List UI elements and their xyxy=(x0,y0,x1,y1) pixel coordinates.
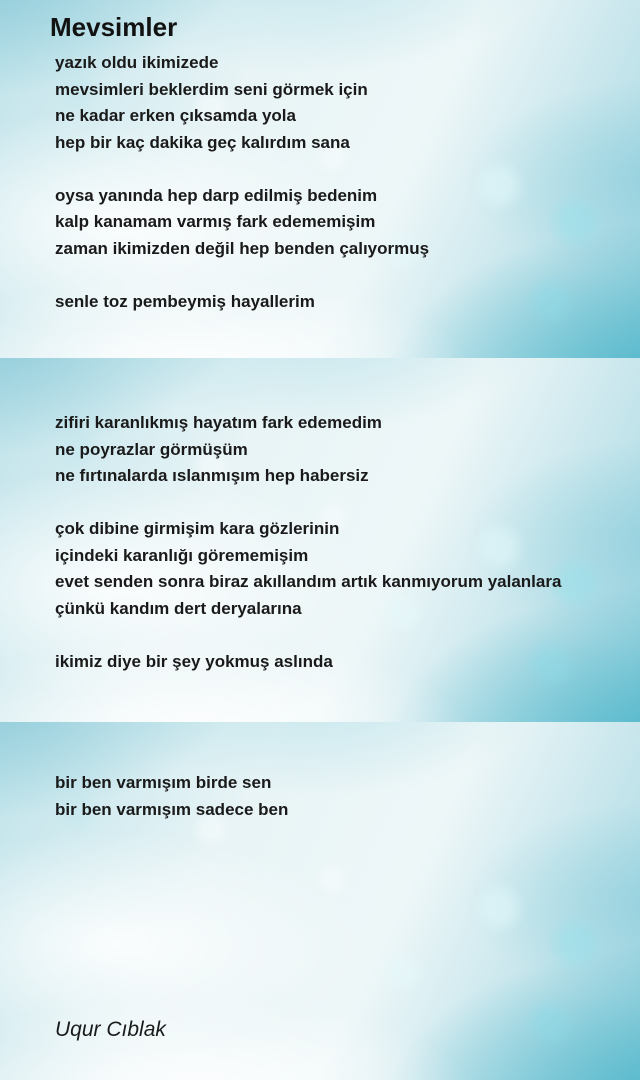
poem-title: Mevsimler xyxy=(50,12,178,42)
poem-section xyxy=(55,410,630,675)
poem-line: mevsimleri beklerdim seni görmek için xyxy=(55,79,368,99)
poem-line-blank xyxy=(55,262,630,289)
poem-line: bir ben varmışım birde sen xyxy=(55,773,272,792)
poem-line: içindeki karanlığı görememişim xyxy=(55,545,309,565)
poem-section xyxy=(55,50,630,315)
poem-line: oysa yanında hep darp edilmiş bedenim xyxy=(55,185,378,205)
poem-line: evet senden sonra biraz akıllandım artık kanmıyorum yalanlara xyxy=(55,572,562,591)
poem-line: ne fırtınalarda ıslanmışım hep habersiz xyxy=(55,466,369,485)
poem-line: zaman ikimizden değil hep benden çalıyormuş xyxy=(55,238,430,258)
poem-line-blank xyxy=(55,622,630,649)
poem-line: hep bir kaç dakika geç kalırdım sana xyxy=(55,132,350,152)
poem-line: çünkü kandım dert deryalarına xyxy=(55,598,302,618)
poem-line: ne poyrazlar görmüşüm xyxy=(55,439,248,459)
poem-line-blank xyxy=(55,156,630,183)
poem-line: yazık oldu ikimizede xyxy=(55,53,219,72)
poem-line: kalp kanamam varmış fark edememişim xyxy=(55,212,376,231)
poem-line: ne kadar erken çıksamda yola xyxy=(55,106,296,125)
poem-line: bir ben varmışım sadece ben xyxy=(55,799,289,819)
poem-line-blank xyxy=(55,490,630,517)
poem-line: zifiri karanlıkmış hayatım fark edemedim xyxy=(55,413,382,432)
poem-author: Uqur Cıblak xyxy=(55,1018,166,1041)
poem-line: çok dibine girmişim kara gözlerinin xyxy=(55,519,340,538)
poem-line: senle toz pembeymiş hayallerim xyxy=(55,291,315,311)
poem-section xyxy=(55,770,630,823)
poem-line: ikimiz diye bir şey yokmuş aslında xyxy=(55,651,333,671)
